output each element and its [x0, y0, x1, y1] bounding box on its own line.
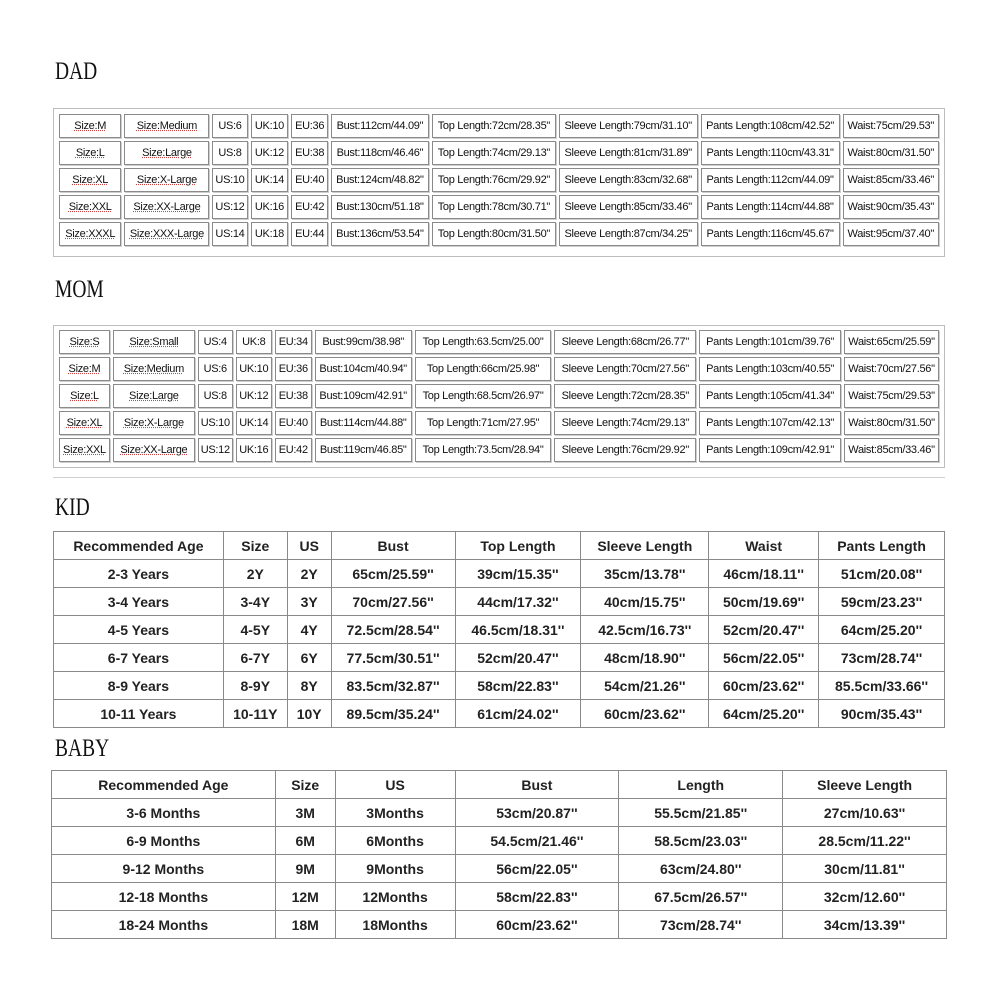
column-header: US [335, 771, 455, 799]
kid-title: KID [55, 494, 90, 521]
table-cell: 51cm/20.08'' [819, 560, 945, 588]
table-row [59, 168, 939, 192]
table-cell: 3Y [287, 588, 331, 616]
table-cell: Size:X-Large [124, 168, 209, 192]
column-header: Size [275, 771, 335, 799]
table-cell: Size:S [59, 330, 110, 354]
table-cell: Sleeve Length:76cm/29.92" [554, 438, 696, 462]
table-row [52, 799, 947, 827]
column-header: Sleeve Length [783, 771, 947, 799]
table-cell: 52cm/20.47'' [709, 616, 819, 644]
column-header: Waist [709, 532, 819, 560]
table-cell: 53cm/20.87'' [455, 799, 619, 827]
table-cell: Size:XXL [59, 195, 121, 219]
table-cell: 3-4 Years [54, 588, 224, 616]
table-row [59, 114, 939, 138]
table-cell: 90cm/35.43'' [819, 700, 945, 728]
table-cell: Waist:90cm/35.43" [843, 195, 939, 219]
table-cell: Bust:109cm/42.91" [315, 384, 412, 408]
table-row [59, 330, 939, 354]
table-cell: Size:Large [113, 384, 195, 408]
table-cell: UK:12 [251, 141, 289, 165]
table-row [54, 700, 945, 728]
table-cell: EU:36 [291, 114, 327, 138]
table-row [54, 644, 945, 672]
table-cell: Top Length:68.5cm/26.97" [415, 384, 552, 408]
table-cell: Top Length:78cm/30.71" [432, 195, 556, 219]
table-cell: Bust:136cm/53.54" [331, 222, 429, 246]
table-cell: Waist:75cm/29.53" [844, 384, 939, 408]
table-cell: Bust:112cm/44.09" [331, 114, 429, 138]
table-cell: Pants Length:112cm/44.09" [701, 168, 840, 192]
table-cell: 60cm/23.62'' [581, 700, 709, 728]
table-cell: Pants Length:108cm/42.52" [701, 114, 840, 138]
table-header-row [54, 532, 945, 560]
table-cell: 6-7 Years [54, 644, 224, 672]
table-cell: Sleeve Length:72cm/28.35" [554, 384, 696, 408]
table-cell: Top Length:80cm/31.50" [432, 222, 556, 246]
table-cell: 39cm/15.35'' [455, 560, 581, 588]
table-cell: 12Months [335, 883, 455, 911]
table-cell: 58cm/22.83'' [455, 672, 581, 700]
table-cell: Pants Length:109cm/42.91" [699, 438, 841, 462]
table-cell: 63cm/24.80'' [619, 855, 783, 883]
table-cell: UK:18 [251, 222, 289, 246]
dad-title: DAD [55, 58, 98, 85]
table-cell: 28.5cm/11.22'' [783, 827, 947, 855]
table-cell: 10-11Y [223, 700, 287, 728]
table-cell: Waist:80cm/31.50" [844, 411, 939, 435]
table-cell: Top Length:66cm/25.98" [415, 357, 552, 381]
table-cell: Pants Length:105cm/41.34" [699, 384, 841, 408]
table-cell: 6-9 Months [52, 827, 276, 855]
table-cell: 10Y [287, 700, 331, 728]
section-divider [53, 477, 945, 478]
table-cell: UK:12 [236, 384, 272, 408]
table-cell: 3-4Y [223, 588, 287, 616]
table-cell: Waist:95cm/37.40" [843, 222, 939, 246]
table-row [52, 883, 947, 911]
table-cell: Size:XXXL [59, 222, 121, 246]
table-cell: 12-18 Months [52, 883, 276, 911]
table-cell: UK:16 [236, 438, 272, 462]
table-cell: 50cm/19.69'' [709, 588, 819, 616]
table-cell: Bust:114cm/44.88" [315, 411, 412, 435]
table-cell: 9-12 Months [52, 855, 276, 883]
table-cell: 42.5cm/16.73'' [581, 616, 709, 644]
table-cell: 56cm/22.05'' [709, 644, 819, 672]
table-cell: 46.5cm/18.31'' [455, 616, 581, 644]
table-cell: Top Length:76cm/29.92" [432, 168, 556, 192]
mom-size-table [56, 327, 942, 465]
table-cell: 61cm/24.02'' [455, 700, 581, 728]
kid-size-table [53, 531, 945, 728]
table-cell: Sleeve Length:79cm/31.10" [559, 114, 698, 138]
table-cell: Pants Length:114cm/44.88" [701, 195, 840, 219]
dad-size-table [56, 111, 942, 249]
table-cell: US:12 [212, 195, 247, 219]
table-cell: 6M [275, 827, 335, 855]
table-cell: 77.5cm/30.51'' [331, 644, 455, 672]
table-cell: Sleeve Length:85cm/33.46" [559, 195, 698, 219]
baby-title: BABY [55, 735, 110, 762]
table-cell: Size:M [59, 357, 110, 381]
table-cell: EU:42 [275, 438, 312, 462]
table-row [52, 827, 947, 855]
table-row [59, 222, 939, 246]
column-header: Recommended Age [52, 771, 276, 799]
table-cell: UK:14 [251, 168, 289, 192]
table-cell: 30cm/11.81'' [783, 855, 947, 883]
table-cell: Size:L [59, 384, 110, 408]
table-cell: EU:40 [275, 411, 312, 435]
table-cell: Top Length:73.5cm/28.94" [415, 438, 552, 462]
table-cell: Waist:85cm/33.46" [844, 438, 939, 462]
table-cell: EU:38 [291, 141, 327, 165]
table-cell: 18-24 Months [52, 911, 276, 939]
table-row [59, 357, 939, 381]
table-cell: 9Months [335, 855, 455, 883]
table-cell: UK:14 [236, 411, 272, 435]
table-cell: Top Length:74cm/29.13" [432, 141, 556, 165]
table-cell: 27cm/10.63'' [783, 799, 947, 827]
table-cell: 4-5 Years [54, 616, 224, 644]
table-cell: 56cm/22.05'' [455, 855, 619, 883]
table-cell: 52cm/20.47'' [455, 644, 581, 672]
table-cell: Pants Length:110cm/43.31" [701, 141, 840, 165]
table-cell: 48cm/18.90'' [581, 644, 709, 672]
table-row [54, 616, 945, 644]
table-cell: US:10 [198, 411, 233, 435]
table-cell: US:8 [212, 141, 247, 165]
table-cell: US:12 [198, 438, 233, 462]
table-cell: 83.5cm/32.87'' [331, 672, 455, 700]
table-row [59, 411, 939, 435]
table-cell: Size:Medium [113, 357, 195, 381]
table-cell: Waist:75cm/29.53" [843, 114, 939, 138]
table-cell: Sleeve Length:81cm/31.89" [559, 141, 698, 165]
table-cell: 4-5Y [223, 616, 287, 644]
table-cell: UK:10 [251, 114, 289, 138]
table-cell: 2Y [287, 560, 331, 588]
table-cell: 3Months [335, 799, 455, 827]
table-cell: 3M [275, 799, 335, 827]
table-cell: 73cm/28.74'' [619, 911, 783, 939]
table-cell: Size:X-Large [113, 411, 195, 435]
table-cell: Pants Length:107cm/42.13" [699, 411, 841, 435]
table-cell: 8-9 Years [54, 672, 224, 700]
table-cell: 8Y [287, 672, 331, 700]
table-cell: 3-6 Months [52, 799, 276, 827]
table-cell: 10-11 Years [54, 700, 224, 728]
column-header: US [287, 532, 331, 560]
table-cell: 85.5cm/33.66'' [819, 672, 945, 700]
table-cell: UK:8 [236, 330, 272, 354]
table-cell: 44cm/17.32'' [455, 588, 581, 616]
table-cell: 54.5cm/21.46'' [455, 827, 619, 855]
table-cell: Sleeve Length:74cm/29.13" [554, 411, 696, 435]
table-cell: 58.5cm/23.03'' [619, 827, 783, 855]
table-row [59, 195, 939, 219]
table-cell: Sleeve Length:87cm/34.25" [559, 222, 698, 246]
table-header-row [52, 771, 947, 799]
table-cell: Waist:65cm/25.59" [844, 330, 939, 354]
table-cell: US:14 [212, 222, 247, 246]
table-cell: US:4 [198, 330, 233, 354]
table-cell: 70cm/27.56'' [331, 588, 455, 616]
table-cell: Size:Small [113, 330, 195, 354]
table-cell: Size:L [59, 141, 121, 165]
table-cell: 72.5cm/28.54'' [331, 616, 455, 644]
table-cell: Sleeve Length:70cm/27.56" [554, 357, 696, 381]
table-cell: 2-3 Years [54, 560, 224, 588]
table-cell: 59cm/23.23'' [819, 588, 945, 616]
column-header: Top Length [455, 532, 581, 560]
table-row [59, 384, 939, 408]
table-row [59, 438, 939, 462]
table-cell: Top Length:71cm/27.95" [415, 411, 552, 435]
table-cell: 4Y [287, 616, 331, 644]
table-row [54, 588, 945, 616]
column-header: Sleeve Length [581, 532, 709, 560]
table-row [52, 911, 947, 939]
table-cell: Waist:70cm/27.56" [844, 357, 939, 381]
table-cell: Size:M [59, 114, 121, 138]
table-row [54, 672, 945, 700]
table-cell: EU:42 [291, 195, 327, 219]
table-cell: 6Y [287, 644, 331, 672]
table-cell: EU:36 [275, 357, 312, 381]
table-cell: 65cm/25.59'' [331, 560, 455, 588]
table-cell: Size:XX-Large [124, 195, 209, 219]
table-cell: 89.5cm/35.24'' [331, 700, 455, 728]
table-cell: Bust:99cm/38.98" [315, 330, 412, 354]
table-cell: Size:Large [124, 141, 209, 165]
table-cell: EU:38 [275, 384, 312, 408]
table-cell: 2Y [223, 560, 287, 588]
table-row [52, 855, 947, 883]
table-cell: EU:44 [291, 222, 327, 246]
table-cell: Size:XL [59, 411, 110, 435]
table-cell: Bust:124cm/48.82" [331, 168, 429, 192]
table-cell: 32cm/12.60'' [783, 883, 947, 911]
table-row [54, 560, 945, 588]
table-cell: Pants Length:116cm/45.67" [701, 222, 840, 246]
table-cell: 34cm/13.39'' [783, 911, 947, 939]
table-cell: 67.5cm/26.57'' [619, 883, 783, 911]
table-cell: 73cm/28.74'' [819, 644, 945, 672]
table-cell: 55.5cm/21.85'' [619, 799, 783, 827]
table-cell: Size:XL [59, 168, 121, 192]
table-cell: 40cm/15.75'' [581, 588, 709, 616]
table-cell: 8-9Y [223, 672, 287, 700]
table-cell: 12M [275, 883, 335, 911]
table-cell: 54cm/21.26'' [581, 672, 709, 700]
table-cell: 46cm/18.11'' [709, 560, 819, 588]
table-cell: US:10 [212, 168, 247, 192]
table-cell: Top Length:63.5cm/25.00" [415, 330, 552, 354]
column-header: Recommended Age [54, 532, 224, 560]
column-header: Length [619, 771, 783, 799]
column-header: Bust [331, 532, 455, 560]
table-cell: Sleeve Length:83cm/32.68" [559, 168, 698, 192]
table-cell: Waist:85cm/33.46" [843, 168, 939, 192]
table-cell: US:8 [198, 384, 233, 408]
table-cell: Waist:80cm/31.50" [843, 141, 939, 165]
table-cell: Pants Length:103cm/40.55" [699, 357, 841, 381]
table-cell: 64cm/25.20'' [819, 616, 945, 644]
table-cell: Bust:119cm/46.85" [315, 438, 412, 462]
table-cell: Size:XXL [59, 438, 110, 462]
table-cell: 18Months [335, 911, 455, 939]
column-header: Bust [455, 771, 619, 799]
table-cell: EU:34 [275, 330, 312, 354]
table-cell: Size:Medium [124, 114, 209, 138]
table-row [59, 141, 939, 165]
table-cell: 35cm/13.78'' [581, 560, 709, 588]
table-cell: 9M [275, 855, 335, 883]
table-cell: Pants Length:101cm/39.76" [699, 330, 841, 354]
column-header: Pants Length [819, 532, 945, 560]
table-cell: UK:16 [251, 195, 289, 219]
table-cell: 60cm/23.62'' [709, 672, 819, 700]
baby-size-table [51, 770, 947, 939]
table-cell: Bust:130cm/51.18" [331, 195, 429, 219]
table-cell: 6Months [335, 827, 455, 855]
table-cell: 18M [275, 911, 335, 939]
table-cell: Top Length:72cm/28.35" [432, 114, 556, 138]
table-cell: Bust:118cm/46.46" [331, 141, 429, 165]
table-cell: US:6 [198, 357, 233, 381]
table-cell: EU:40 [291, 168, 327, 192]
table-cell: Bust:104cm/40.94" [315, 357, 412, 381]
table-cell: 60cm/23.62'' [455, 911, 619, 939]
table-cell: Size:XX-Large [113, 438, 195, 462]
table-cell: Sleeve Length:68cm/26.77" [554, 330, 696, 354]
column-header: Size [223, 532, 287, 560]
mom-title: MOM [55, 276, 104, 303]
table-cell: UK:10 [236, 357, 272, 381]
table-cell: Size:XXX-Large [124, 222, 209, 246]
table-cell: 58cm/22.83'' [455, 883, 619, 911]
table-cell: 64cm/25.20'' [709, 700, 819, 728]
table-cell: 6-7Y [223, 644, 287, 672]
table-cell: US:6 [212, 114, 247, 138]
